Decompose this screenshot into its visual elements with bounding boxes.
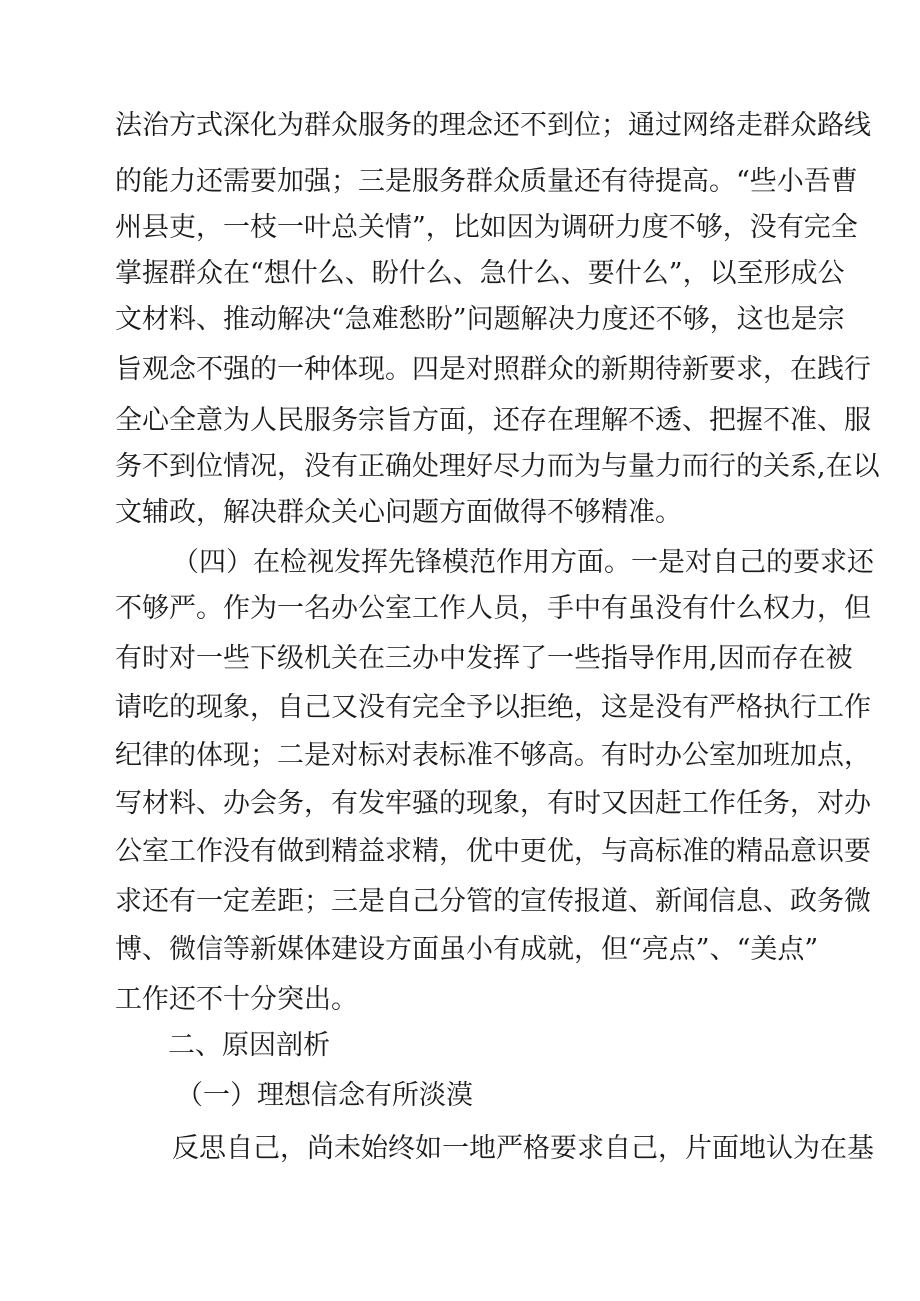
text-line: 纪律的体现；二是对标对表标准不够高。有时办公室加班加点， (115, 740, 871, 771)
paragraph-heading-four: （四）在检视发挥先锋模范作用方面。一是对自己的要求还 (172, 547, 874, 578)
text-line: 博、微信等新媒体建设方面虽小有成就，但“亮点”、“美点” (115, 934, 819, 965)
section-heading: 二、原因剖析 (168, 1030, 330, 1061)
text-line: 务不到位情况，没有正确处理好尽力而为与量力而行的关系,在以 (115, 451, 880, 482)
text-line: 不够严。作为一名办公室工作人员，手中有虽没有什么权力，但 (115, 593, 871, 624)
subsection-heading: （一）理想信念有所淡漠 (176, 1080, 473, 1111)
text-line: 文辅政，解决群众关心问题方面做得不够精准。 (115, 497, 682, 528)
text-line: 旨观念不强的一种体现。四是对照群众的新期待新要求，在践行 (115, 354, 871, 385)
text-line: 全心全意为人民服务宗旨方面，还存在理解不透、把握不准、服 (115, 405, 871, 436)
text-line: 反思自己，尚未始终如一地严格要求自己，片面地认为在基 (172, 1133, 874, 1164)
text-line: 求还有一定差距；三是自己分管的宣传报道、新闻信息、政务微 (115, 886, 871, 917)
text-line: 写材料、办会务，有发牢骚的现象，有时又因赶工作任务，对办 (115, 788, 871, 819)
text-line: 法治方式深化为群众服务的理念还不到位；通过网络走群众路线 (115, 110, 871, 141)
text-line: 文材料、推动解决“急难愁盼”问题解决力度还不够，这也是宗 (115, 304, 845, 335)
text-line: 工作还不十分突出。 (115, 984, 358, 1015)
text-line: 的能力还需要加强；三是服务群众质量还有待提高。“些小吾曹 (115, 166, 858, 197)
text-line: 公室工作没有做到精益求精，优中更优，与高标准的精品意识要 (115, 836, 871, 867)
text-line: 有时对一些下级机关在三办中发挥了一些指导作用,因而存在被 (115, 643, 853, 674)
text-line: 掌握群众在“想什么、盼什么、急什么、要什么”，以至形成公 (115, 258, 845, 289)
text-line: 请吃的现象，自己又没有完全予以拒绝，这是没有严格执行工作 (115, 692, 871, 723)
text-line: 州县吏，一枝一叶总关情”，比如因为调研力度不够，没有完全 (115, 212, 858, 243)
